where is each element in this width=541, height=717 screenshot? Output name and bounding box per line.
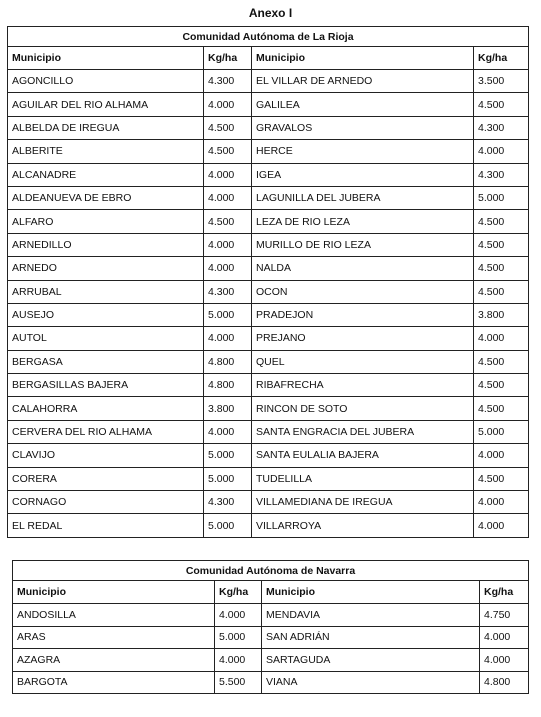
municipio-cell: SANTA EULALIA BAJERA (252, 444, 474, 467)
kgha-cell: 3.800 (474, 303, 529, 326)
municipio-cell: RINCON DE SOTO (252, 397, 474, 420)
kgha-cell: 4.500 (204, 140, 252, 163)
municipio-cell: MENDAVIA (262, 604, 480, 627)
kgha-cell: 4.500 (204, 210, 252, 233)
municipio-cell: CALAHORRA (8, 397, 204, 420)
kgha-cell: 3.800 (204, 397, 252, 420)
table-row (8, 491, 529, 514)
kgha-cell: 4.800 (480, 671, 529, 694)
kgha-cell: 4.500 (474, 467, 529, 490)
kgha-cell: 4.000 (204, 420, 252, 443)
municipio-cell: AGONCILLO (8, 70, 204, 93)
kgha-cell: 5.000 (204, 514, 252, 537)
kgha-cell: 5.000 (204, 303, 252, 326)
kgha-cell: 4.300 (474, 163, 529, 186)
table-row (8, 210, 529, 233)
kgha-cell: 5.000 (204, 467, 252, 490)
kgha-cell: 4.500 (474, 233, 529, 256)
rioja-table (7, 26, 529, 538)
municipio-cell: ARNEDILLO (8, 233, 204, 256)
column-header: Kg/ha (215, 581, 262, 604)
municipio-cell: NALDA (252, 257, 474, 280)
municipio-cell: ALBERITE (8, 140, 204, 163)
kgha-cell: 4.000 (215, 604, 262, 627)
table-row (8, 186, 529, 209)
table-row (8, 163, 529, 186)
municipio-cell: CORNAGO (8, 491, 204, 514)
kgha-cell: 4.300 (204, 491, 252, 514)
kgha-cell: 4.500 (474, 374, 529, 397)
section-title: Comunidad Autónoma de Navarra (13, 561, 529, 581)
kgha-cell: 4.000 (204, 93, 252, 116)
table-row (8, 233, 529, 256)
kgha-cell: 4.750 (480, 604, 529, 627)
municipio-cell: ARAS (13, 626, 215, 649)
municipio-cell: PRADEJON (252, 303, 474, 326)
table-row (8, 303, 529, 326)
table-row (8, 257, 529, 280)
municipio-cell: ARRUBAL (8, 280, 204, 303)
municipio-cell: BARGOTA (13, 671, 215, 694)
kgha-cell: 4.800 (204, 374, 252, 397)
table-row (13, 649, 529, 672)
municipio-cell: SANTA ENGRACIA DEL JUBERA (252, 420, 474, 443)
table-row (8, 467, 529, 490)
column-header: Kg/ha (474, 47, 529, 70)
municipio-cell: ALDEANUEVA DE EBRO (8, 186, 204, 209)
municipio-cell: ALFARO (8, 210, 204, 233)
table-body (13, 604, 529, 694)
municipio-cell: CORERA (8, 467, 204, 490)
column-header: Municipio (252, 47, 474, 70)
municipio-cell: AUSEJO (8, 303, 204, 326)
column-header: Kg/ha (480, 581, 529, 604)
kgha-cell: 3.500 (474, 70, 529, 93)
municipio-cell: TUDELILLA (252, 467, 474, 490)
table-row (8, 444, 529, 467)
municipio-cell: GRAVALOS (252, 116, 474, 139)
column-header: Municipio (262, 581, 480, 604)
table-row (8, 70, 529, 93)
municipio-cell: BERGASA (8, 350, 204, 373)
municipio-cell: RIBAFRECHA (252, 374, 474, 397)
municipio-cell: ALBELDA DE IREGUA (8, 116, 204, 139)
table-row (13, 671, 529, 694)
municipio-cell: AUTOL (8, 327, 204, 350)
municipio-cell: ARNEDO (8, 257, 204, 280)
municipio-cell: OCON (252, 280, 474, 303)
table-row (8, 350, 529, 373)
kgha-cell: 4.500 (474, 350, 529, 373)
table-row (8, 397, 529, 420)
kgha-cell: 4.000 (474, 327, 529, 350)
kgha-cell: 4.500 (474, 257, 529, 280)
kgha-cell: 4.300 (204, 70, 252, 93)
page-title: Anexo I (248, 6, 293, 20)
kgha-cell: 4.000 (474, 140, 529, 163)
table-row (8, 116, 529, 139)
kgha-cell: 4.500 (474, 397, 529, 420)
kgha-cell: 4.500 (474, 93, 529, 116)
municipio-cell: AGUILAR DEL RIO ALHAMA (8, 93, 204, 116)
kgha-cell: 5.000 (215, 626, 262, 649)
municipio-cell: BERGASILLAS BAJERA (8, 374, 204, 397)
kgha-cell: 4.300 (474, 116, 529, 139)
kgha-cell: 5.000 (204, 444, 252, 467)
kgha-cell: 4.000 (204, 327, 252, 350)
kgha-cell: 5.500 (215, 671, 262, 694)
municipio-cell: ALCANADRE (8, 163, 204, 186)
kgha-cell: 4.800 (204, 350, 252, 373)
column-header: Municipio (13, 581, 215, 604)
kgha-cell: 4.000 (204, 257, 252, 280)
kgha-cell: 4.000 (204, 233, 252, 256)
municipio-cell: AZAGRA (13, 649, 215, 672)
column-header: Kg/ha (204, 47, 252, 70)
navarra-table (12, 560, 529, 694)
table-row (13, 604, 529, 627)
municipio-cell: CERVERA DEL RIO ALHAMA (8, 420, 204, 443)
municipio-cell: LAGUNILLA DEL JUBERA (252, 186, 474, 209)
kgha-cell: 4.000 (480, 649, 529, 672)
table-row (8, 327, 529, 350)
kgha-cell: 5.000 (474, 186, 529, 209)
table-row (8, 514, 529, 537)
kgha-cell: 4.000 (215, 649, 262, 672)
kgha-cell: 4.000 (204, 163, 252, 186)
municipio-cell: CLAVIJO (8, 444, 204, 467)
municipio-cell: EL VILLAR DE ARNEDO (252, 70, 474, 93)
municipio-cell: MURILLO DE RIO LEZA (252, 233, 474, 256)
kgha-cell: 4.000 (204, 186, 252, 209)
municipio-cell: IGEA (252, 163, 474, 186)
table-row (8, 374, 529, 397)
municipio-cell: VIANA (262, 671, 480, 694)
kgha-cell: 4.500 (474, 210, 529, 233)
municipio-cell: VILLARROYA (252, 514, 474, 537)
table-row (8, 280, 529, 303)
table-row (8, 93, 529, 116)
table-row (8, 140, 529, 163)
municipio-cell: LEZA DE RIO LEZA (252, 210, 474, 233)
municipio-cell: VILLAMEDIANA DE IREGUA (252, 491, 474, 514)
kgha-cell: 4.000 (474, 491, 529, 514)
section-title: Comunidad Autónoma de La Rioja (8, 27, 529, 47)
table-body (8, 70, 529, 538)
kgha-cell: 4.500 (204, 116, 252, 139)
municipio-cell: QUEL (252, 350, 474, 373)
municipio-cell: SARTAGUDA (262, 649, 480, 672)
municipio-cell: ANDOSILLA (13, 604, 215, 627)
kgha-cell: 5.000 (474, 420, 529, 443)
kgha-cell: 4.500 (474, 280, 529, 303)
table-row (13, 626, 529, 649)
kgha-cell: 4.300 (204, 280, 252, 303)
kgha-cell: 4.000 (480, 626, 529, 649)
municipio-cell: EL REDAL (8, 514, 204, 537)
kgha-cell: 4.000 (474, 514, 529, 537)
municipio-cell: SAN ADRIÁN (262, 626, 480, 649)
table-row (8, 420, 529, 443)
municipio-cell: HERCE (252, 140, 474, 163)
municipio-cell: PREJANO (252, 327, 474, 350)
kgha-cell: 4.000 (474, 444, 529, 467)
municipio-cell: GALILEA (252, 93, 474, 116)
column-header: Municipio (8, 47, 204, 70)
